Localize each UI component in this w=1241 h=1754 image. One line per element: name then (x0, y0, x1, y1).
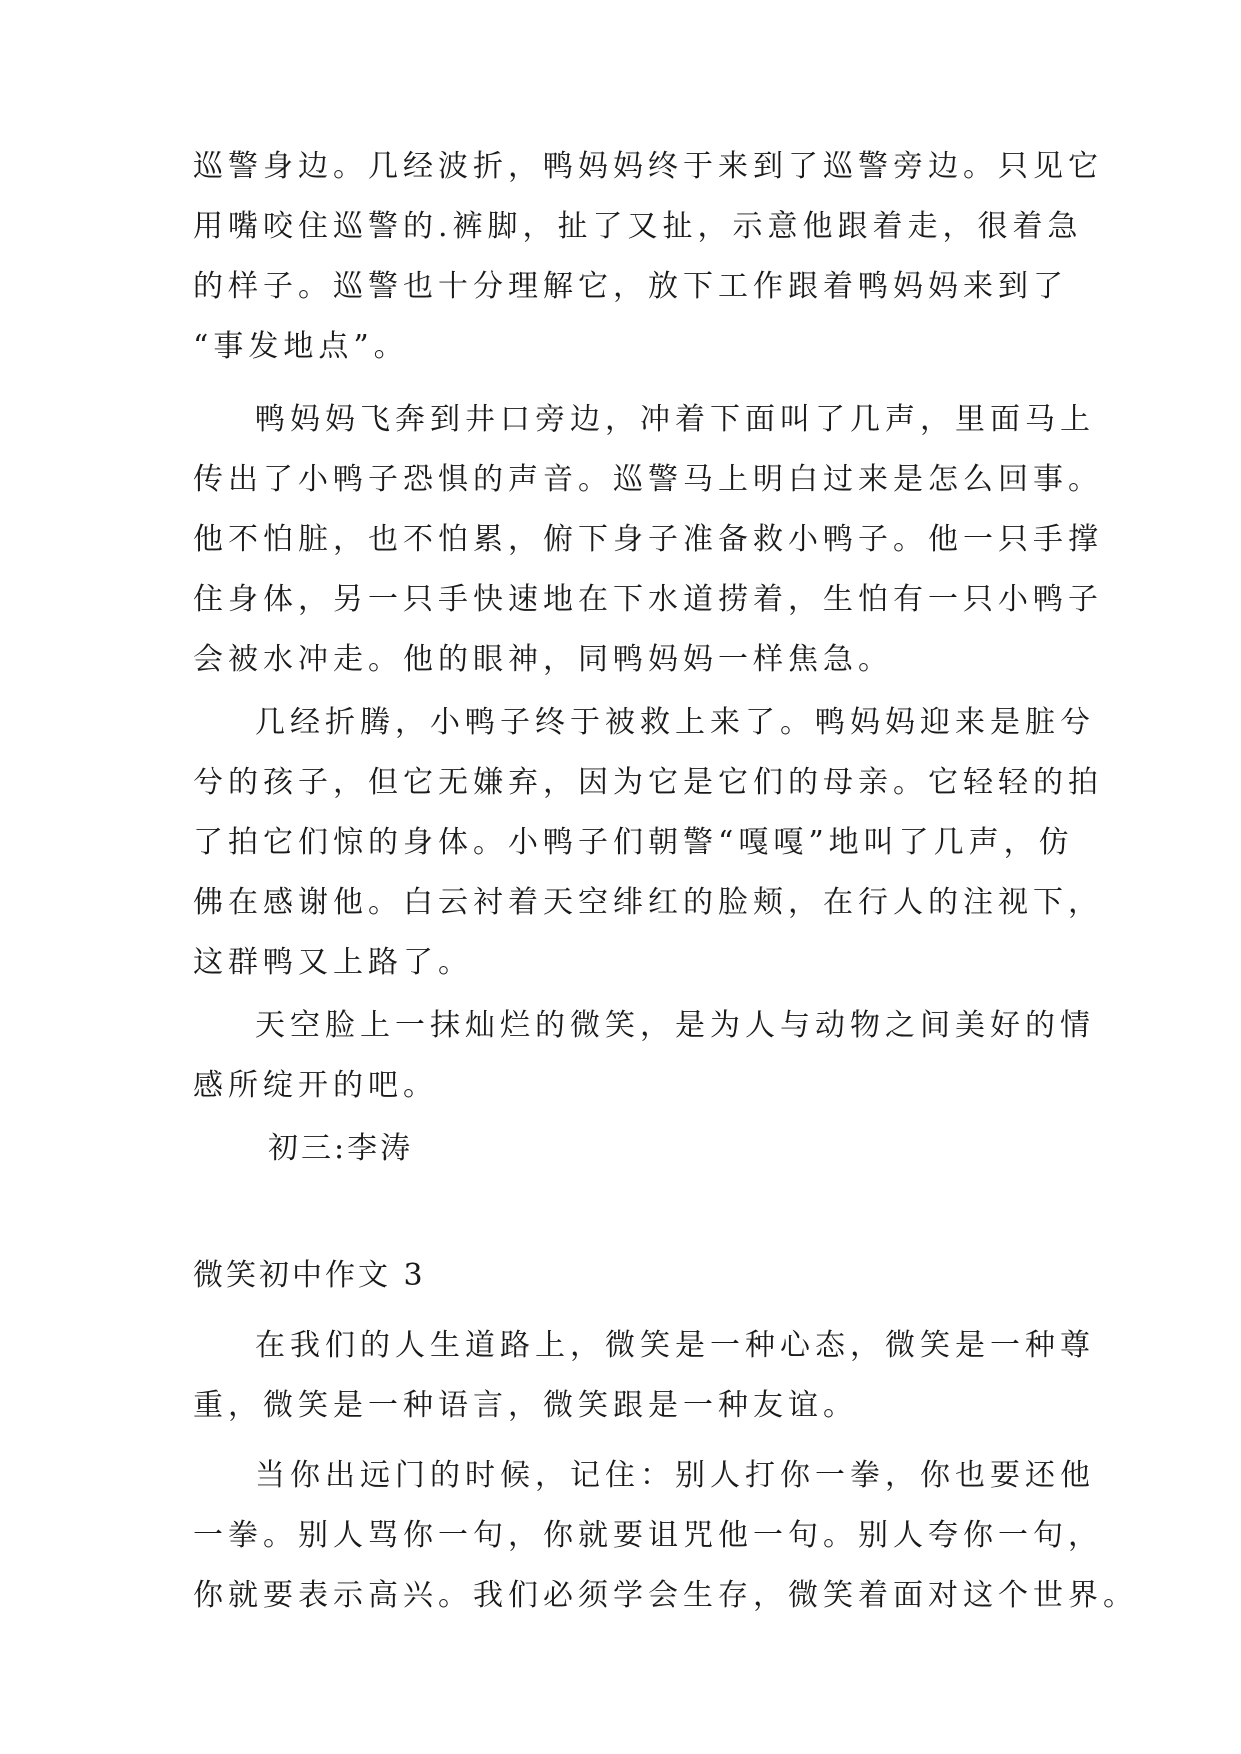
text-line: 重，微笑是一种语言，微笑跟是一种友谊。 (193, 1388, 858, 1423)
text-line: 感所绽开的吧。 (193, 1068, 438, 1103)
text-line: 住身体，另一只手快速地在下水道捞着，生怕有一只小鸭子 (193, 582, 1103, 617)
text-line: 用嘴咬住巡警的.裤脚，扯了又扯，示意他跟着走，很着急 (193, 209, 1083, 244)
text-line: 佛在感谢他。白云衬着天空绯红的脸颊，在行人的注视下， (193, 885, 1103, 920)
text-line: 他不怕脏，也不怕累，俯下身子准备救小鸭子。他一只手撑 (193, 522, 1103, 557)
text-line: 巡警身边。几经波折，鸭妈妈终于来到了巡警旁边。只见它 (193, 149, 1103, 184)
author-signature: 初三:李涛 (268, 1131, 414, 1166)
text-line: “事发地点”。 (193, 329, 409, 364)
text-line: 了拍它们惊的身体。小鸭子们朝警“嘎嘎”地叫了几声，仿 (193, 825, 1074, 860)
text-line: 这群鸭又上路了。 (193, 945, 473, 980)
text-line: 会被水冲走。他的眼神，同鸭妈妈一样焦急。 (193, 642, 893, 677)
text-line: 你就要表示高兴。我们必须学会生存，微笑着面对这个世界。 (193, 1578, 1138, 1613)
text-line: 一拳。别人骂你一句，你就要诅咒他一句。别人夸你一句， (193, 1518, 1103, 1553)
paragraph-start-line: 在我们的人生道路上，微笑是一种心态，微笑是一种尊 (255, 1328, 1095, 1363)
paragraph-start-line: 当你出远门的时候，记住：别人打你一拳，你也要还他 (255, 1458, 1095, 1493)
paragraph-start-line: 鸭妈妈飞奔到井口旁边，冲着下面叫了几声，里面马上 (255, 402, 1095, 437)
paragraph-start-line: 几经折腾，小鸭子终于被救上来了。鸭妈妈迎来是脏兮 (255, 705, 1095, 740)
text-line: 的样子。巡警也十分理解它，放下工作跟着鸭妈妈来到了 (193, 269, 1068, 304)
essay-title: 微笑初中作文 3 (193, 1258, 426, 1293)
text-line: 传出了小鸭子恐惧的声音。巡警马上明白过来是怎么回事。 (193, 462, 1103, 497)
paragraph-start-line: 天空脸上一抹灿烂的微笑，是为人与动物之间美好的情 (255, 1008, 1095, 1043)
text-line: 兮的孩子，但它无嫌弃，因为它是它们的母亲。它轻轻的拍 (193, 765, 1103, 800)
